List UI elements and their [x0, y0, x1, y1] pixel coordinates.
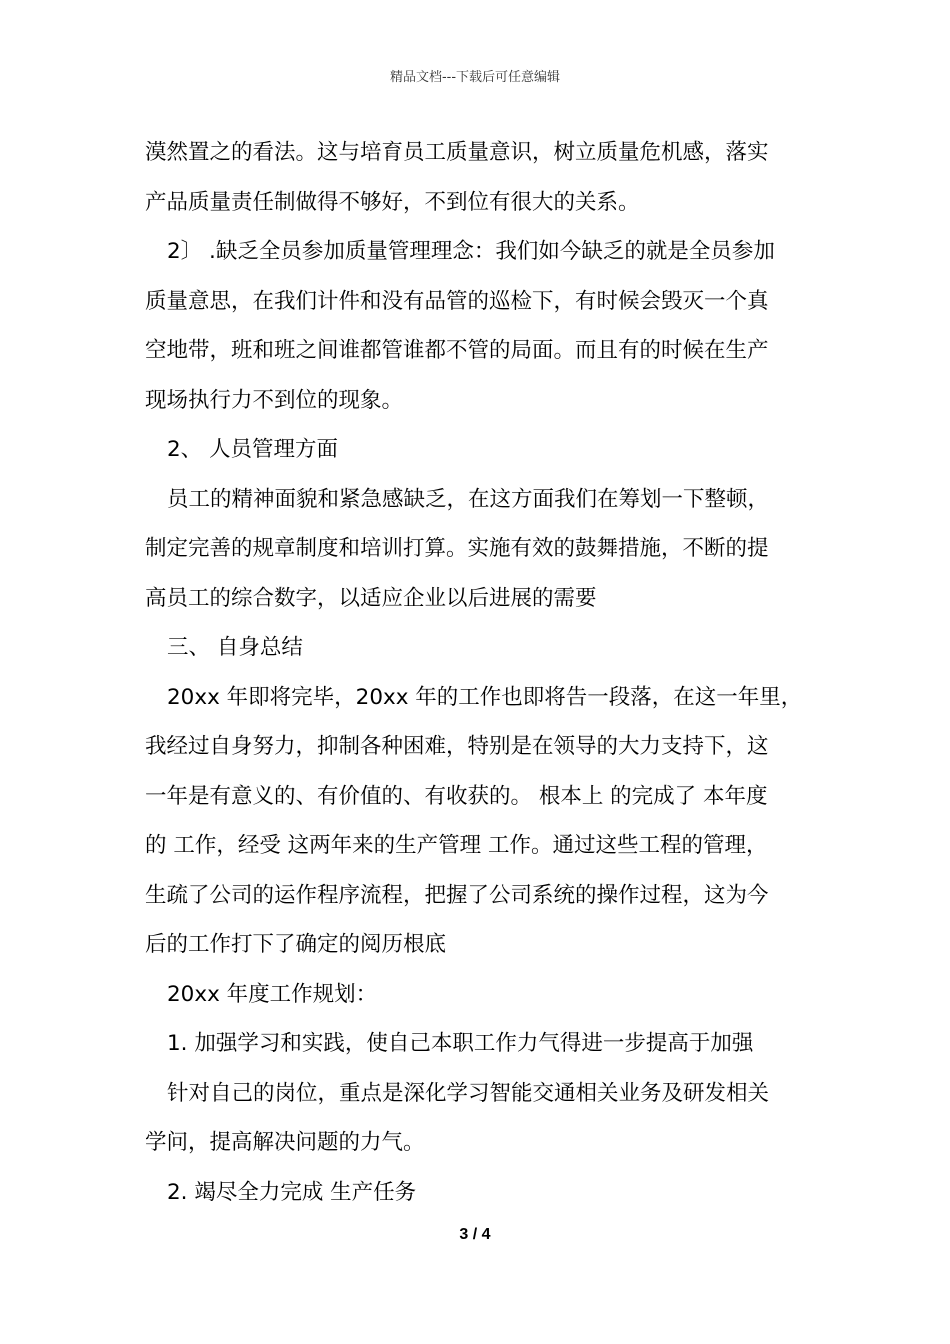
list-item: 1. 加强学习和实践，使自己本职工作力气得进一步提高于加强 — [167, 1031, 754, 1056]
list-item: 2. 竭尽全力完成 生产任务 — [167, 1179, 417, 1205]
text-line: 员工的精神面貌和紧急感缺乏，在这方面我们在筹划一下整顿， — [167, 486, 770, 512]
section-heading: 20xx 年度工作规划： — [167, 981, 378, 1007]
text-line: 制定完善的规章制度和培训打算。实施有效的鼓舞措施，不断的提 — [145, 536, 769, 561]
section-heading: 三、 自身总结 — [167, 635, 303, 660]
page-header: 精品文档---下载后可任意编辑 — [389, 70, 561, 85]
page-number: 3 / 4 — [459, 1226, 491, 1243]
text-line: 质量意思，在我们计件和没有品管的巡检下，有时候会毁灭一个真 — [145, 288, 769, 314]
text-line: 20xx 年即将完毕，20xx 年的工作也即将告一段落，在这一年里， — [167, 684, 803, 710]
section-heading: 2、 人员管理方面 — [167, 437, 339, 462]
list-item: 2〕 .缺乏全员参加质量管理理念：我们如今缺乏的就是全员参加 — [167, 239, 775, 264]
document-body — [145, 128, 810, 1217]
text-line: 高员工的综合数字，以适应企业以后进展的需要 — [145, 585, 597, 611]
text-line: 的 工作，经受 这两年来的生产管理 工作。通过这些工程的管理， — [145, 833, 768, 858]
text-line: 空地带，班和班之间谁都管谁都不管的局面。而且有的时候在生产 — [145, 338, 769, 363]
text-line: 我经过自身努力，抑制各种困难，特别是在领导的大力支持下，这 — [145, 734, 769, 759]
text-line: 产品质量责任制做得不够好，不到位有很大的关系。 — [145, 189, 640, 215]
text-line: 生疏了公司的运作程序流程，把握了公司系统的操作过程，这为今 — [145, 882, 769, 908]
text-line: 漠然置之的看法。这与培育员工质量意识，树立质量危机感，落实 — [145, 140, 769, 165]
text-line: 现场执行力不到位的现象。 — [145, 387, 404, 413]
text-line: 学问，提高解决问题的力气。 — [145, 1130, 425, 1155]
text-line: 后的工作打下了确定的阅历根底 — [145, 932, 447, 957]
text-line: 针对自己的岗位，重点是深化学习智能交通相关业务及研发相关 — [167, 1080, 770, 1106]
text-line: 一年是有意义的、有价值的、有收获的。 根本上 的完成了 本年度 — [145, 783, 768, 809]
